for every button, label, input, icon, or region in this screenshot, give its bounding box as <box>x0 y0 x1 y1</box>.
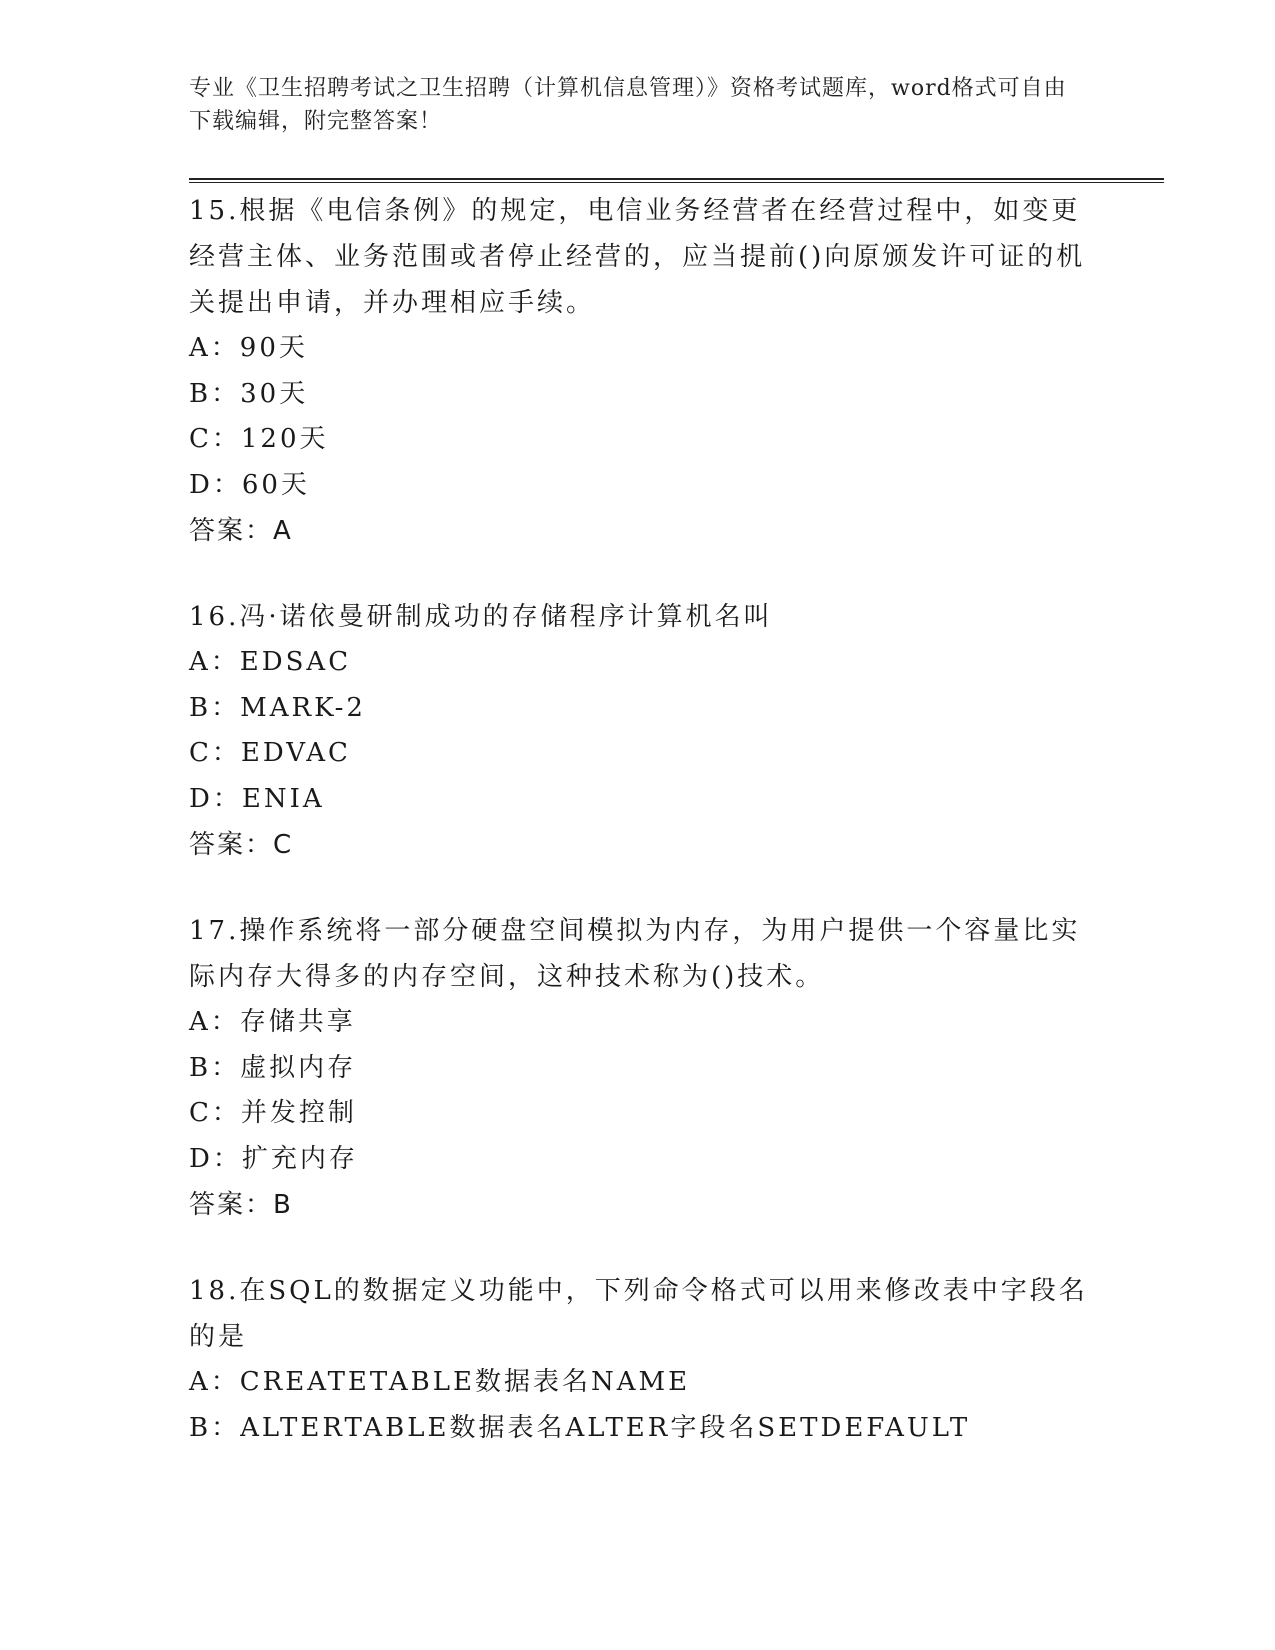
question-list <box>189 188 1089 1451</box>
question-stem: 15.根据《电信条例》的规定，电信业务经营者在经营过程中，如变更经营主体、业务范围或者停止经营的，应当提前()向原颁发许可证的机关提出申请，并办理相应手续。 <box>189 196 1086 318</box>
option-d: D：60天 <box>189 469 310 500</box>
question-spacer <box>189 1228 1089 1268</box>
option-b: B：MARK-2 <box>189 692 366 723</box>
option-d: D：扩充内存 <box>189 1143 358 1174</box>
option-a: A：EDSAC <box>189 647 352 677</box>
document-header: 专业《卫生招聘考试之卫生招聘（计算机信息管理）》资格考试题库，word格式可自由下载编辑，附完整答案！ <box>189 76 1067 134</box>
option-c: C：120天 <box>189 424 329 454</box>
option-c: C：EDVAC <box>189 738 351 768</box>
option-b: B：ALTERTABLE数据表名ALTER字段名SETDEFAULT <box>189 1412 971 1443</box>
option-a: A：存储共享 <box>189 1007 356 1037</box>
question-spacer <box>189 868 1089 908</box>
question-stem: 17.操作系统将一部分硬盘空间模拟为内存，为用户提供一个容量比实际内存大得多的内存空间，这种技术称为()技术。 <box>189 916 1081 992</box>
option-a: A：90天 <box>189 333 308 363</box>
question-spacer <box>189 554 1089 594</box>
question-15 <box>189 188 1089 554</box>
option-b: B：30天 <box>189 378 309 409</box>
option-d: D：ENIA <box>189 783 325 814</box>
question-16 <box>189 594 1089 868</box>
answer-line: 答案：B <box>189 1190 293 1220</box>
header-divider <box>189 178 1164 183</box>
question-18 <box>189 1268 1089 1451</box>
answer-line: 答案：A <box>189 516 293 546</box>
option-b: B：虚拟内存 <box>189 1052 357 1083</box>
option-a: A：CREATETABLE数据表名NAME <box>189 1367 691 1397</box>
question-stem: 18.在SQL的数据定义功能中，下列命令格式可以用来修改表中字段名的是 <box>189 1276 1088 1352</box>
question-stem: 16.冯·诺依曼研制成功的存储程序计算机名叫 <box>189 602 773 632</box>
answer-line: 答案：C <box>189 830 294 860</box>
question-17 <box>189 908 1089 1228</box>
option-c: C：并发控制 <box>189 1098 357 1128</box>
